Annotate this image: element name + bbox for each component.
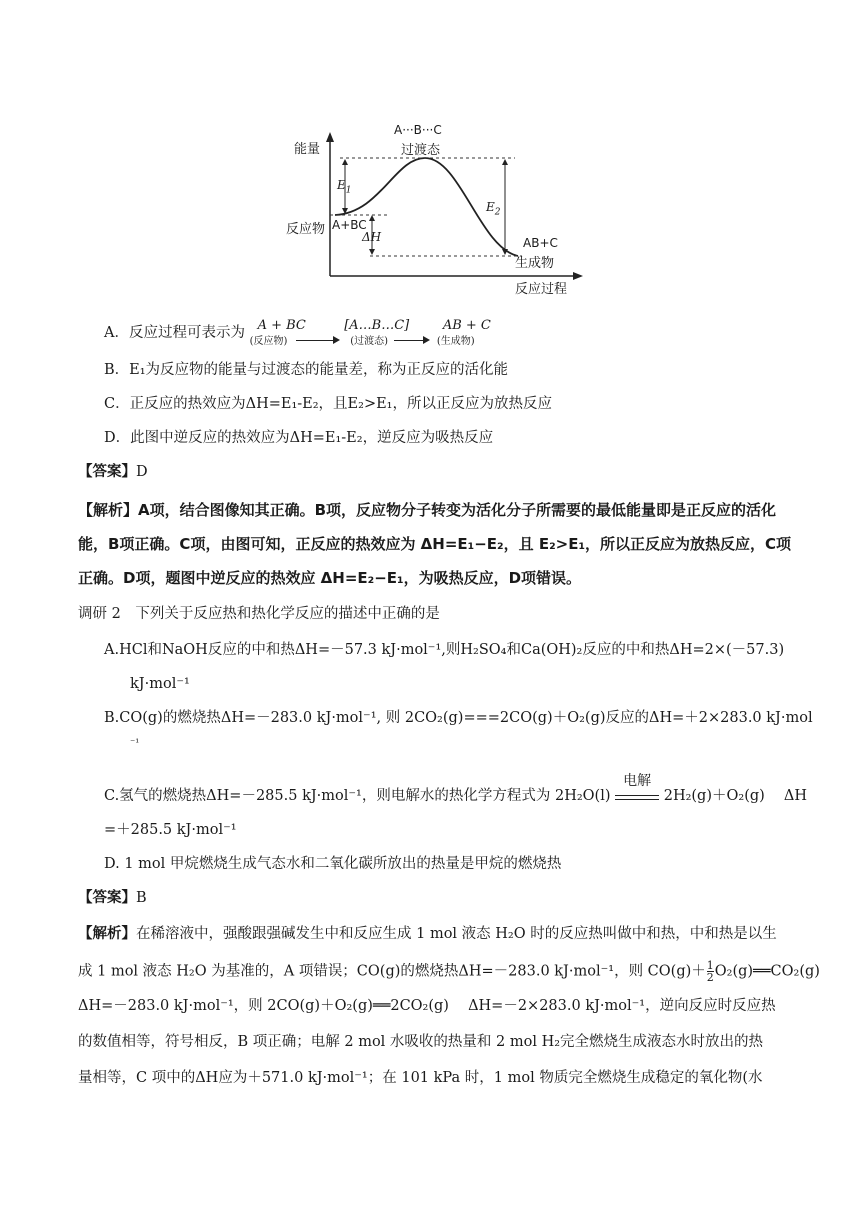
q2-analysis-line-1: 【解析】在稀溶液中，强酸跟强碱发生中和反应生成 1 mol 液态 H₂O 时的反应热叫做中和热，中和热是以生 bbox=[78, 925, 777, 942]
e1-label: $E_1$ bbox=[337, 178, 352, 196]
dh-label: ΔH bbox=[362, 230, 382, 244]
q2-option-d: D. 1 mol 甲烷燃烧生成气态水和二氧化碳所放出的热量是甲烷的燃烧热 bbox=[104, 856, 562, 872]
dh-arrow-bot bbox=[369, 249, 375, 255]
q1-option-c: C．正反应的热效应为ΔH=E₁-E₂，且E₂>E₁，所以正反应为放热反应 bbox=[104, 396, 552, 412]
e2-label: $E_2$ bbox=[486, 200, 501, 218]
flow-step-2: [A…B…C] (过渡态) bbox=[344, 316, 432, 350]
q2-analysis-line-4: 的数值相等，符号相反，B 项正确；电解 2 mol 水吸收的热量和 2 mol H₂完全燃烧生成液态水时放出的热 bbox=[78, 1034, 764, 1050]
q2-analysis-line-2: 成 1 mol 液态 H₂O 为基准的，A 项错误；CO(g)的燃烧热ΔH=－283.0 kJ·mol⁻¹，则 CO(g)＋ $\frac{1}{2}$ O₂(g)══CO₂(g) bbox=[78, 959, 820, 984]
energy-label: 能量 bbox=[294, 142, 321, 157]
answer-tag: 【答案】 bbox=[78, 463, 136, 480]
reactant-label: 反应物 bbox=[286, 222, 326, 237]
e2-arrow-top bbox=[502, 159, 508, 165]
q2-option-c-line-1: C.氢气的燃烧热ΔH=－285.5 kJ·mol⁻¹，则电解水的热化学方程式为 2H₂O(l) 电解 2H₂(g)＋O₂(g) ΔH bbox=[104, 773, 808, 804]
answer-value: D bbox=[136, 464, 148, 480]
electrolysis-arrow: 电解 bbox=[615, 786, 659, 806]
product-formula: AB+C bbox=[523, 236, 558, 250]
dh-arrow-top bbox=[369, 215, 375, 221]
q1-option-a-prefix: A．反应过程可表示为 bbox=[104, 325, 245, 341]
q2-title: 调研 2 下列关于反应热和热化学反应的描述中正确的是 bbox=[78, 606, 440, 622]
q1-option-d: D．此图中逆反应的热效应为ΔH=E₁-E₂，逆反应为吸热反应 bbox=[104, 430, 494, 446]
flow-step-3: AB + C (生成物) bbox=[436, 318, 491, 347]
answer-tag: 【答案】 bbox=[78, 889, 136, 906]
transition-label: 过渡态 bbox=[401, 143, 441, 158]
product-label: 生成物 bbox=[515, 256, 555, 271]
q2-option-b-line-1: B.CO(g)的燃烧热ΔH=－283.0 kJ·mol⁻¹, 则 2CO₂(g)===2CO(g)＋O₂(g)反应的ΔH=＋2×283.0 kJ·mol bbox=[104, 710, 813, 726]
q1-option-b: B．E₁为反应物的能量与过渡态的能量差，称为正反应的活化能 bbox=[104, 362, 509, 378]
q2-analysis-line-3: ΔH=－283.0 kJ·mol⁻¹，则 2CO(g)＋O₂(g)══2CO₂(g) ΔH=－2×283.0 kJ·mol⁻¹，逆向反应时反应热 bbox=[78, 998, 776, 1014]
x-axis-label: 反应过程 bbox=[515, 282, 568, 297]
q2-answer bbox=[78, 888, 147, 908]
reactant-formula: A+BC bbox=[332, 218, 367, 232]
e1-arrow-top bbox=[342, 159, 348, 165]
energy-diagram bbox=[286, 118, 590, 298]
q2-option-a-line-1: A.HCl和NaOH反应的中和热ΔH=－57.3 kJ·mol⁻¹,则H₂SO₄和Ca(OH)₂反应的中和热ΔH=2×(－57.3) bbox=[104, 642, 785, 658]
y-axis-arrow bbox=[326, 132, 334, 142]
q2-option-b-line-2: ⁻¹ bbox=[130, 738, 140, 749]
flow-step-1: A + BC (反应物) bbox=[250, 316, 340, 350]
flow-arrow-1 bbox=[296, 340, 334, 341]
answer-value: B bbox=[136, 890, 147, 906]
flow-arrow-2 bbox=[394, 340, 424, 341]
q1-analysis-line-1: 【解析】A项，结合图像知其正确。B项，反应物分子转变为活化分子所需要的最低能量即是正反应的活化 bbox=[78, 501, 777, 519]
transition-top-label: A···B···C bbox=[394, 123, 442, 137]
q1-answer bbox=[78, 462, 148, 482]
q1-option-a bbox=[104, 316, 497, 352]
x-axis-arrow bbox=[573, 272, 583, 280]
q1-analysis-line-3: 正确。D项，题图中逆反应的热效应 ΔH=E₂−E₁，为吸热反应，D项错误。 bbox=[78, 569, 582, 587]
q1-analysis-line-2: 能，B项正确。C项，由图可知，正反应的热效应为 ΔH=E₁−E₂，且 E₂>E₁，所以正反应为放热反应，C项 bbox=[78, 535, 792, 553]
analysis-tag: 【解析】 bbox=[78, 925, 136, 942]
one-half-fraction: $\frac{1}{2}$ bbox=[706, 959, 714, 984]
q2-option-c-line-2: =＋285.5 kJ·mol⁻¹ bbox=[104, 822, 237, 838]
q2-analysis-line-5: 量相等，C 项中的ΔH应为＋571.0 kJ·mol⁻¹；在 101 kPa 时，1 mol 物质完全燃烧生成稳定的氧化物(水 bbox=[78, 1070, 763, 1086]
q2-option-a-line-2: kJ·mol⁻¹ bbox=[130, 676, 190, 692]
